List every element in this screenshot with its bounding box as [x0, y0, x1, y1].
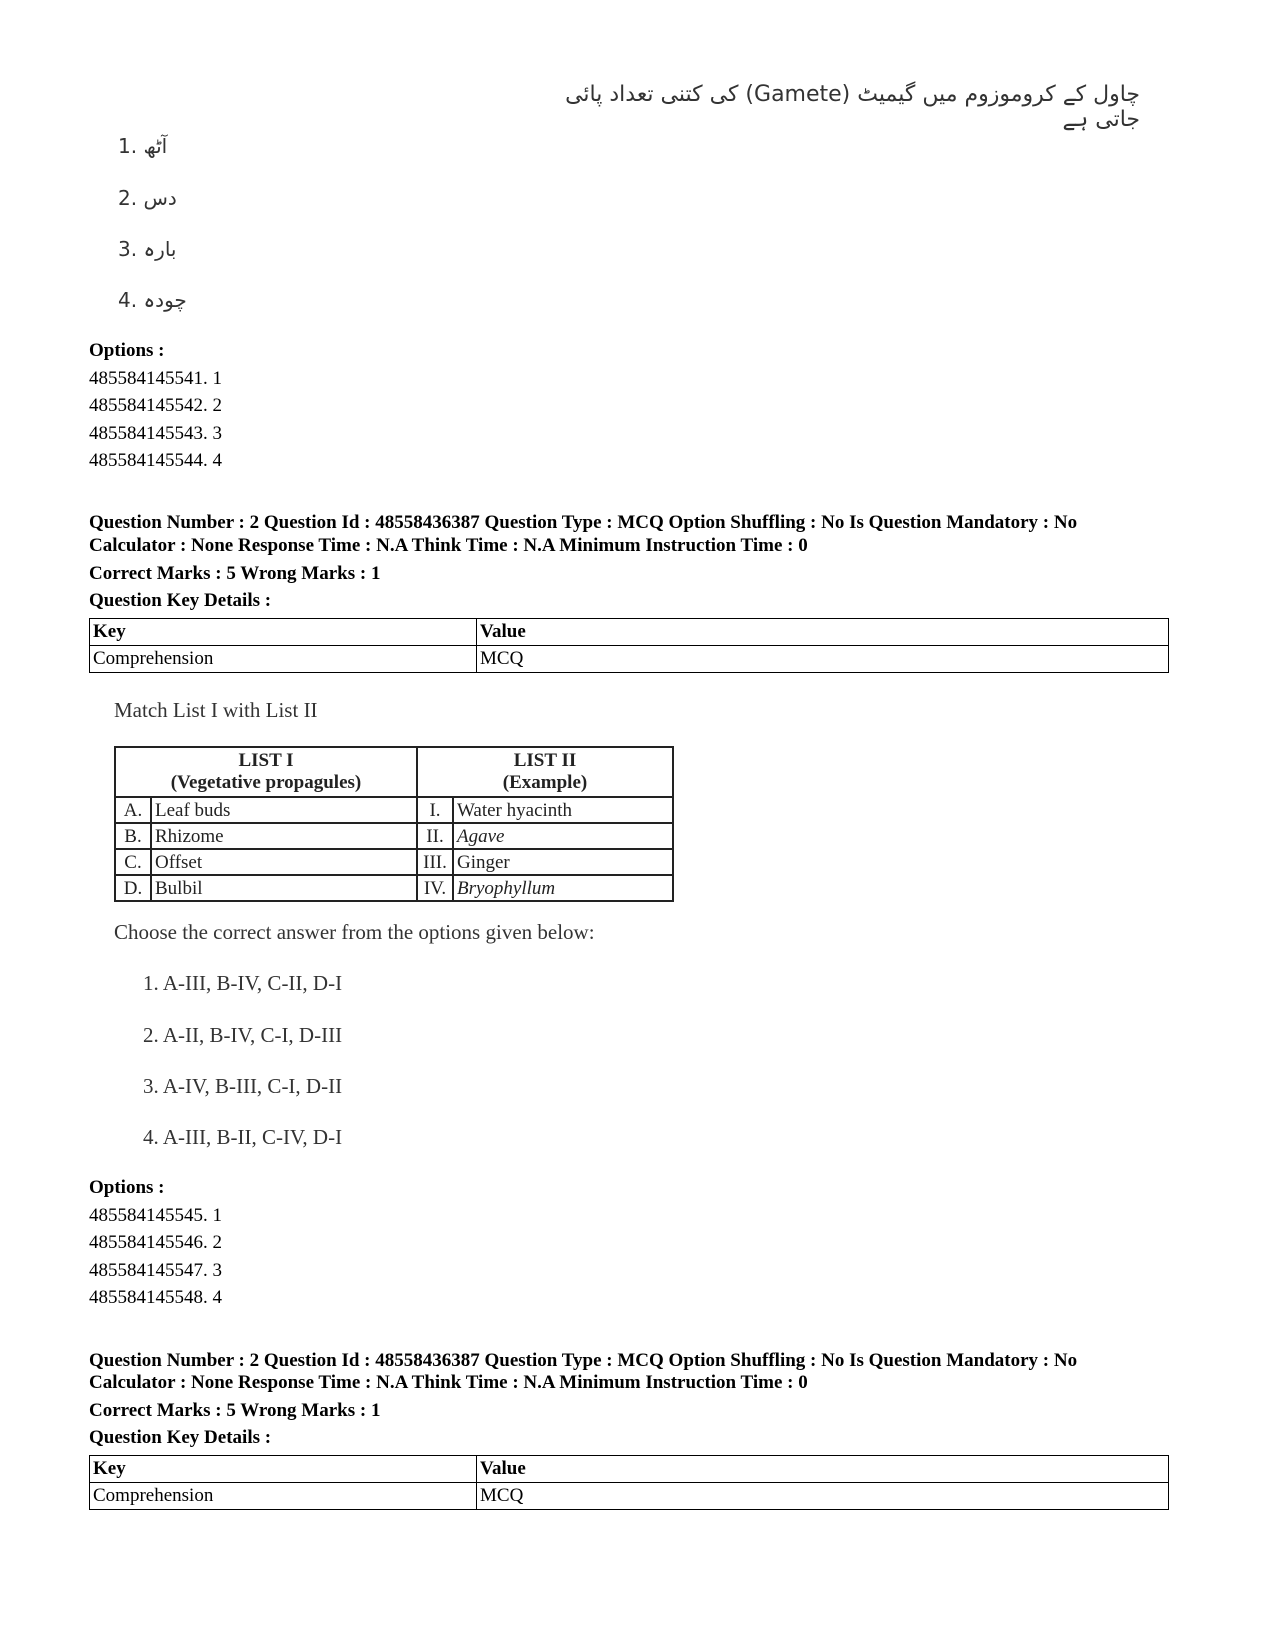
question-3-marks: Correct Marks : 5 Wrong Marks : 1 — [89, 1400, 381, 1421]
table-row — [115, 849, 673, 875]
list-2-item: Bryophyllum — [453, 875, 673, 901]
question-1-image-option-3: 3. بارہ — [118, 237, 177, 261]
list-1-letter: C. — [115, 849, 151, 875]
table-row — [115, 875, 673, 901]
list-1-subtitle: (Vegetative propagules) — [170, 772, 362, 793]
table-row — [90, 1456, 1169, 1483]
list-1-item: Rhizome — [151, 823, 417, 849]
question-2-option-4: 485584145548. 4 — [89, 1287, 222, 1308]
list-2-header — [417, 747, 673, 797]
match-lists-table — [114, 746, 674, 902]
question-2-option-1: 485584145545. 1 — [89, 1205, 222, 1226]
question-2-option-2: 485584145546. 2 — [89, 1232, 222, 1253]
question-2-key-details-label: Question Key Details : — [89, 590, 272, 611]
question-3-key-table — [89, 1455, 1169, 1510]
list-1-item: Leaf buds — [151, 797, 417, 823]
table-row — [115, 747, 673, 797]
value-cell: MCQ — [477, 1483, 1169, 1510]
list-2-item: Agave — [453, 823, 673, 849]
question-2-options-label: Options : — [89, 1177, 165, 1198]
table-row — [90, 646, 1169, 673]
question-1-option-3: 485584145543. 3 — [89, 423, 222, 444]
question-3-meta-line-1: Question Number : 2 Question Id : 48558436387 Question Type : MCQ Option Shuffling : No Is Question Mandatory : No — [89, 1350, 1078, 1371]
choose-instruction: Choose the correct answer from the options given below: — [114, 920, 595, 944]
question-1-image-option-1: 1. آٹھ — [118, 134, 168, 158]
question-1-image-option-2: 2. دس — [118, 186, 177, 210]
list-2-subtitle: (Example) — [502, 772, 588, 793]
question-3-key-details-label: Question Key Details : — [89, 1427, 272, 1448]
question-2-meta-line-1: Question Number : 2 Question Id : 48558436387 Question Type : MCQ Option Shuffling : No Is Question Mandatory : No — [89, 512, 1078, 533]
question-2-option-3: 485584145547. 3 — [89, 1260, 222, 1281]
question-1-option-4: 485584145544. 4 — [89, 450, 222, 471]
list-2-numeral: III. — [417, 849, 453, 875]
question-2-image-option-1: 1. A-III, B-IV, C-II, D-I — [143, 971, 343, 995]
table-row — [115, 823, 673, 849]
list-2-item: Water hyacinth — [453, 797, 673, 823]
question-1-image-option-4: 4. چودہ — [118, 288, 187, 312]
value-header: Value — [477, 1456, 1169, 1483]
table-row — [90, 619, 1169, 646]
list-2-title: LIST II — [513, 750, 577, 771]
list-1-item: Offset — [151, 849, 417, 875]
list-1-header — [115, 747, 417, 797]
question-2-key-table — [89, 618, 1169, 673]
list-2-numeral: II. — [417, 823, 453, 849]
question-2-meta-line-2: Calculator : None Response Time : N.A Think Time : N.A Minimum Instruction Time : 0 — [89, 535, 808, 556]
question-2-image-option-4: 4. A-III, B-II, C-IV, D-I — [143, 1125, 343, 1149]
match-list-title: Match List I with List II — [114, 698, 318, 722]
question-3-meta-line-2: Calculator : None Response Time : N.A Think Time : N.A Minimum Instruction Time : 0 — [89, 1372, 808, 1393]
key-header: Key — [90, 1456, 477, 1483]
question-2-marks: Correct Marks : 5 Wrong Marks : 1 — [89, 563, 381, 584]
table-row — [90, 1483, 1169, 1510]
list-2-item: Ginger — [453, 849, 673, 875]
value-header: Value — [477, 619, 1169, 646]
question-1-options-label: Options : — [89, 340, 165, 361]
list-1-letter: B. — [115, 823, 151, 849]
question-1-urdu-text: چاول کے کروموزوم میں گیمیٹ (Gamete) کی کتنی تعداد پائی جاتی ہے — [565, 82, 1140, 132]
question-2-image-option-3: 3. A-IV, B-III, C-I, D-II — [143, 1074, 343, 1098]
question-1-option-2: 485584145542. 2 — [89, 395, 222, 416]
key-header: Key — [90, 619, 477, 646]
key-cell: Comprehension — [90, 646, 477, 673]
question-1-option-1: 485584145541. 1 — [89, 368, 222, 389]
list-1-letter: A. — [115, 797, 151, 823]
list-1-item: Bulbil — [151, 875, 417, 901]
list-1-letter: D. — [115, 875, 151, 901]
list-2-numeral: I. — [417, 797, 453, 823]
list-2-numeral: IV. — [417, 875, 453, 901]
value-cell: MCQ — [477, 646, 1169, 673]
key-cell: Comprehension — [90, 1483, 477, 1510]
list-1-title: LIST I — [238, 750, 294, 771]
question-2-image-option-2: 2. A-II, B-IV, C-I, D-III — [143, 1023, 343, 1047]
table-row — [115, 797, 673, 823]
